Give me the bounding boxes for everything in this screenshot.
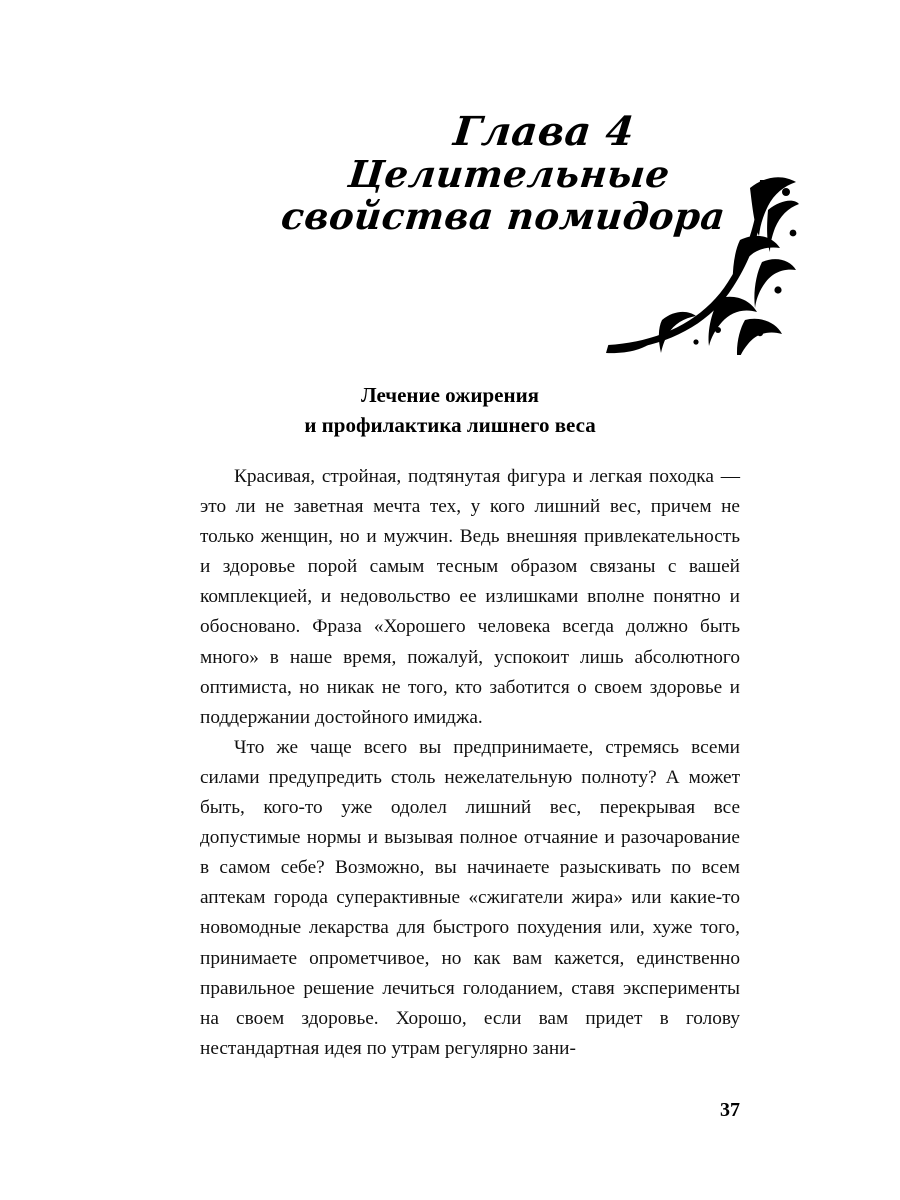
- chapter-title-line-2: свойства помидора: [279, 194, 728, 239]
- chapter-script-heading: [279, 108, 728, 239]
- section-heading-line-1: Лечение ожирения: [360, 383, 540, 407]
- section-heading-line-2: и профилактика лишнего веса: [304, 413, 596, 438]
- section-heading: [150, 380, 750, 441]
- chapter-number: Глава 4: [451, 108, 637, 155]
- page-number: 37: [720, 1099, 740, 1121]
- chapter-heading-block: [150, 110, 790, 360]
- paragraph-2: Что же чаще всего вы предпринимаете, стремясь всеми силами предупредить столь нежелательную полноту? А может быть, кого-то уже одолел лишний вес, перекрывая все допустимые нормы и вызывая полное отчаяние и разочарование в самом себе? Возможно, вы начинаете разыскивать по всем аптекам города суперактивные «сжигатели жира» или какие-то новомодные лекарства для быстрого похудения или, хуже того, принимаете опрометчивое, но как вам кажется, единственно правильное решение лечиться голоданием, ставя эксперименты на своем здоровье. Хорошо, если вам придет в голову нестандартная идея по утрам регулярно зани-: [200, 736, 740, 1059]
- body-text: [200, 462, 740, 1064]
- chapter-title-line-1: Целительные: [346, 152, 673, 197]
- floral-corner-ornament-icon: [600, 170, 800, 355]
- paragraph-1: Красивая, стройная, подтянутая фигура и легкая походка — это ли не заветная мечта тех, у кого лишний вес, причем не только женщин, но и мужчин. Ведь внешняя привлекательность и здоровье порой самым тесным образом связаны с вашей комплекцией, и недовольство ее излишками вполне понятно и обосновано. Фраза «Хорошего человека всегда должно быть много» в наше время, пожалуй, успокоит лишь абсолютного оптимиста, но никак не того, кто заботится о своем здоровье и поддержании достойного имиджа.: [200, 466, 740, 728]
